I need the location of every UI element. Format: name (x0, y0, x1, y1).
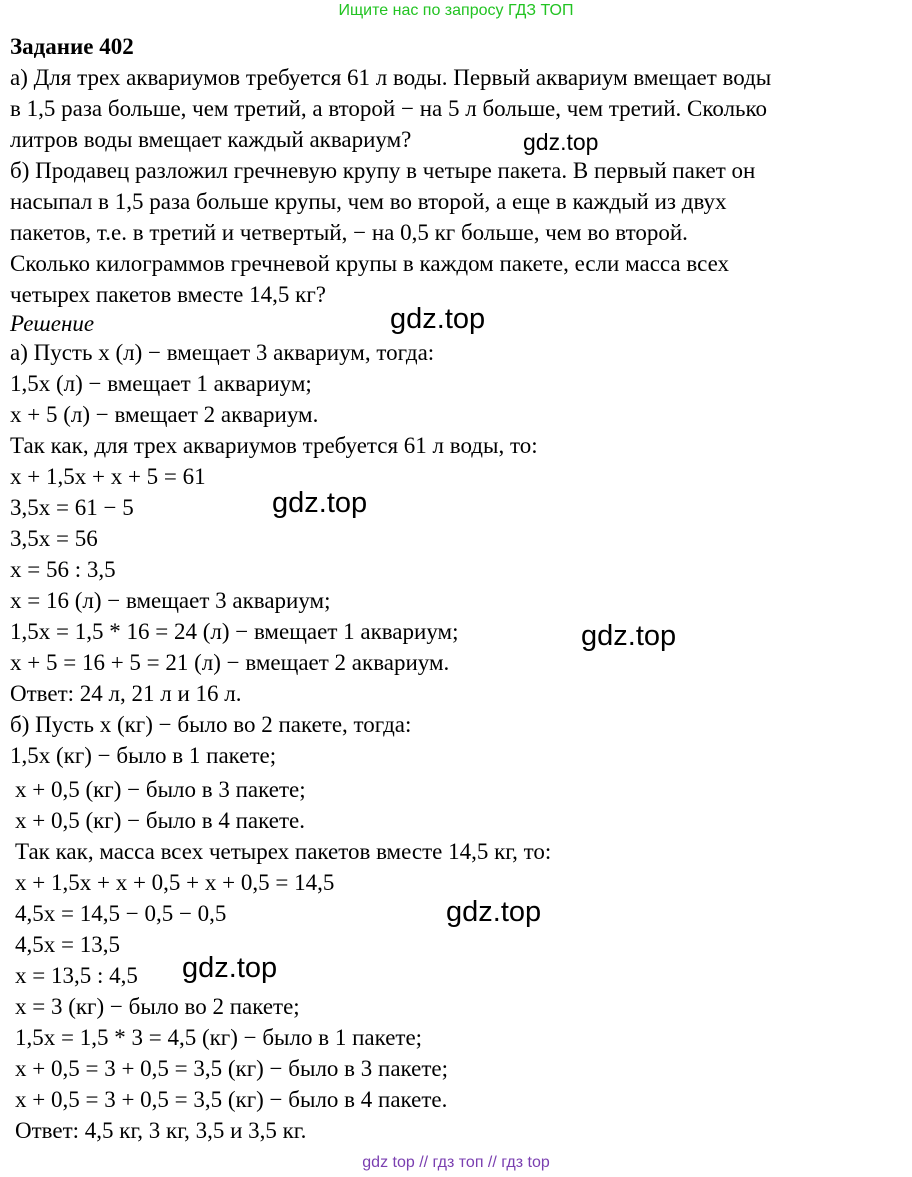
solution-line: x + 5 = 16 + 5 = 21 (л) − вмещает 2 аквариум. (10, 650, 450, 675)
solution-line: 3,5x = 56 (10, 526, 98, 551)
solution-line: x + 0,5 = 3 + 0,5 = 3,5 (кг) − было в 4 пакете. (15, 1087, 448, 1112)
solution-line: x + 5 (л) − вмещает 2 аквариум. (10, 402, 319, 427)
solution-line: x + 1,5x + x + 0,5 + x + 0,5 = 14,5 (15, 870, 335, 895)
solution-line: б) Пусть x (кг) − было во 2 пакете, тогда: (10, 712, 412, 737)
answer-line: Ответ: 24 л, 21 л и 16 л. (10, 681, 242, 706)
watermark: gdz.top (581, 620, 677, 652)
condition-line: четырех пакетов вместе 14,5 кг? (10, 282, 326, 307)
solution-line: Так как, масса всех четырех пакетов вместе 14,5 кг, то: (15, 839, 552, 864)
watermark: gdz.top (182, 952, 278, 984)
watermark: gdz.top (390, 303, 486, 335)
condition-line: а) Для трех аквариумов требуется 61 л воды. Первый аквариум вмещает воды (10, 65, 772, 90)
task-condition (10, 62, 910, 310)
solution-line: x + 1,5x + x + 5 = 61 (10, 464, 206, 489)
condition-line: в 1,5 раза больше, чем третий, а второй − на 5 л больше, чем третий. Сколько (10, 96, 768, 121)
task-title: Задание 402 (10, 34, 134, 59)
solution-line: Так как, для трех аквариумов требуется 61 л воды, то: (10, 433, 538, 458)
solution-line: 1,5x (л) − вмещает 1 аквариум; (10, 371, 312, 396)
condition-line: Сколько килограммов гречневой крупы в каждом пакете, если масса всех (10, 251, 729, 276)
condition-line: насыпал в 1,5 раза больше крупы, чем во второй, а еще в каждый из двух (10, 189, 727, 214)
condition-line: б) Продавец разложил гречневую крупу в четыре пакета. В первый пакет он (10, 158, 756, 183)
solution-line: x = 3 (кг) − было во 2 пакете; (15, 994, 300, 1019)
solution-heading: Решение (10, 311, 95, 336)
solution-line: а) Пусть x (л) − вмещает 3 аквариум, тогда: (10, 340, 435, 365)
solution-line: x = 13,5 : 4,5 (15, 963, 138, 988)
solution-line: 1,5x = 1,5 * 16 = 24 (л) − вмещает 1 аквариум; (10, 619, 459, 644)
solution-line: 3,5x = 61 − 5 (10, 495, 134, 520)
top-banner: Ищите нас по запросу ГДЗ ТОП (338, 2, 574, 19)
solution-line: 4,5x = 14,5 − 0,5 − 0,5 (15, 901, 227, 926)
solution-line: 4,5x = 13,5 (15, 932, 120, 957)
solution-line: 1,5x = 1,5 * 3 = 4,5 (кг) − было в 1 пакете; (15, 1025, 423, 1050)
solution-line: 1,5x (кг) − было в 1 пакете; (10, 743, 277, 768)
solution-line: x = 16 (л) − вмещает 3 аквариум; (10, 588, 331, 613)
solution-line: x + 0,5 = 3 + 0,5 = 3,5 (кг) − было в 3 пакете; (15, 1056, 449, 1081)
footer-links: gdz top // гдз топ // гдз top (362, 1154, 550, 1171)
solution-line: x = 56 : 3,5 (10, 557, 116, 582)
condition-line: литров воды вмещает каждый аквариум? (10, 127, 412, 152)
watermark: gdz.top (272, 487, 368, 519)
solution-line: x + 0,5 (кг) − было в 3 пакете; (15, 777, 306, 802)
solution-line: x + 0,5 (кг) − было в 4 пакете. (15, 808, 305, 833)
answer-line: Ответ: 4,5 кг, 3 кг, 3,5 и 3,5 кг. (15, 1118, 307, 1143)
watermark: gdz.top (523, 129, 599, 155)
solution-part-a (10, 337, 910, 709)
condition-line: пакетов, т.е. в третий и четвертый, − на 0,5 кг больше, чем во второй. (10, 220, 688, 245)
document-body (10, 34, 910, 1146)
watermark: gdz.top (446, 896, 542, 928)
